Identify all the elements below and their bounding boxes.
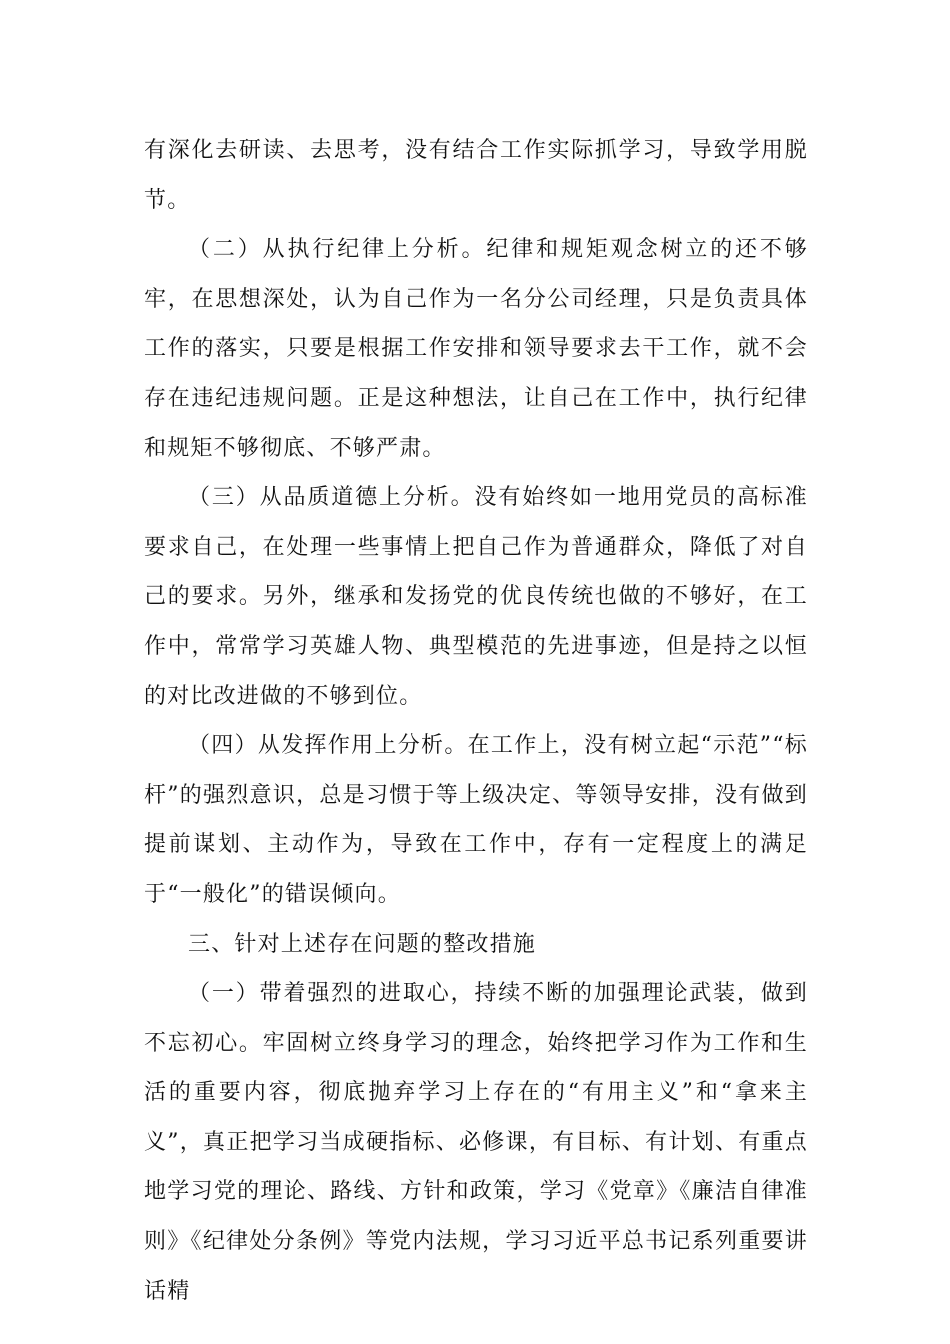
document-body xyxy=(144,126,808,1316)
paragraph-role-analysis: （四）从发挥作用上分析。在工作上，没有树立起“示范”“标杆”的强烈意识，总是习惯于等上级决定、等领导安排，没有做到提前谋划、主动作为，导致在工作中，存有一定程度上的满足于“一般化”的错误倾向。 xyxy=(144,733,808,907)
paragraph-discipline-analysis: （二）从执行纪律上分析。纪律和规矩观念树立的还不够牢，在思想深处，认为自己作为一名分公司经理，只是负责具体工作的落实，只要是根据工作安排和领导要求去干工作，就不会存在违纪违规问题。正是这种想法，让自己在工作中，执行纪律和规矩不够彻底、不够严肃。 xyxy=(144,237,808,461)
paragraph-continuation: 有深化去研读、去思考，没有结合工作实际抓学习，导致学用脱节。 xyxy=(144,138,808,213)
section-heading-rectification: 三、针对上述存在问题的整改措施 xyxy=(188,931,537,957)
paragraph-morality-analysis: （三）从品质道德上分析。没有始终如一地用党员的高标准要求自己，在处理一些事情上把自己作为普通群众，降低了对自己的要求。另外，继承和发扬党的优良传统也做的不够好，在工作中，常常学习英雄人物、典型模范的先进事迹，但是持之以恒的对比改进做的不够到位。 xyxy=(144,485,808,709)
paragraph-theory-study: （一）带着强烈的进取心，持续不断的加强理论武装，做到不忘初心。牢固树立终身学习的理念，始终把学习作为工作和生活的重要内容，彻底抛弃学习上存在的“有用主义”和“拿来主义”，真正把学习当成硬指标、必修课，有目标、有计划、有重点地学习党的理论、路线、方针和政策，学习《党章》《廉洁自律准则》《纪律处分条例》等党内法规，学习习近平总书记系列重要讲话精 xyxy=(144,981,808,1304)
